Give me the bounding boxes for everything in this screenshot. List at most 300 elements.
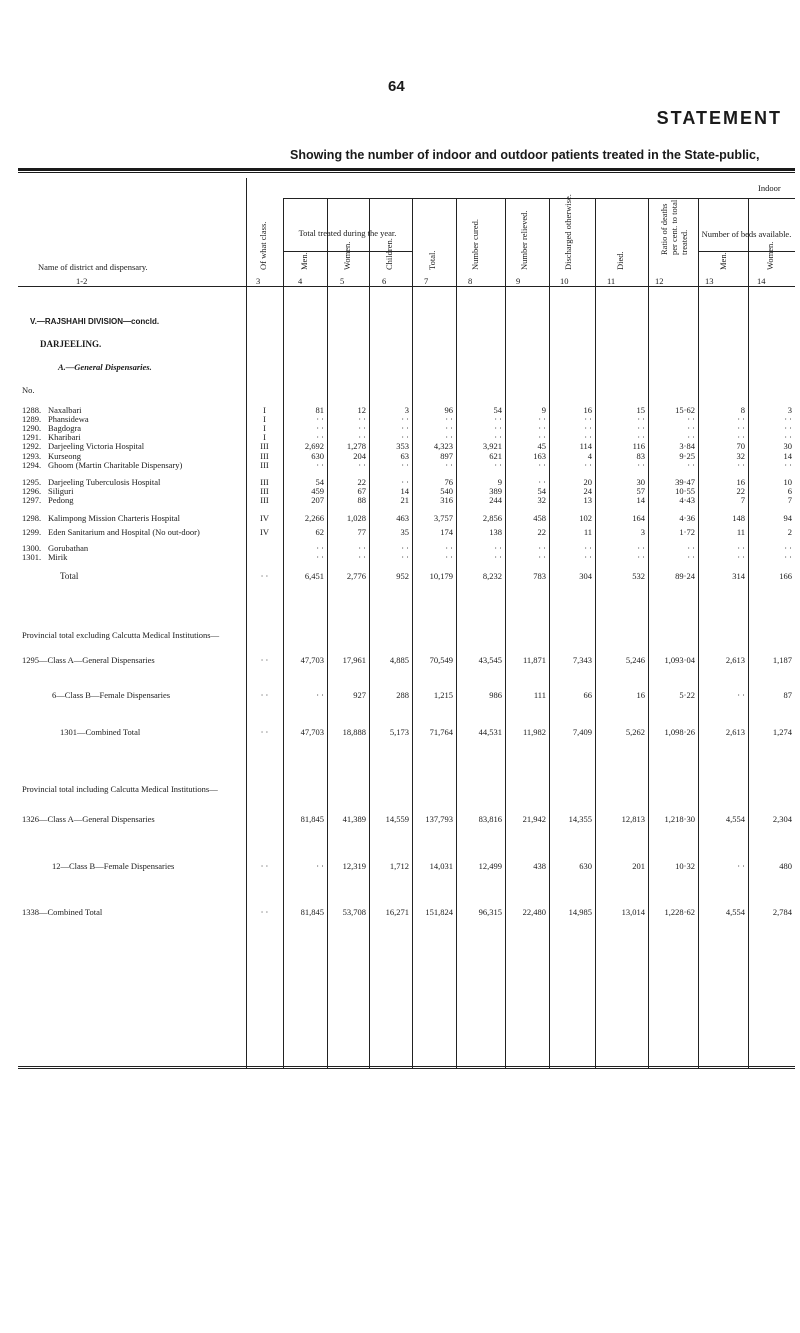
- table-row-cured: 138: [489, 527, 502, 537]
- grid-vline: [648, 198, 649, 1068]
- table-row-died: · ·: [637, 552, 645, 562]
- grid-vline: [698, 198, 699, 1068]
- table-row-men: 459: [311, 486, 324, 496]
- table-row-bmen: 8: [740, 405, 745, 415]
- table-row-discharged: · ·: [584, 460, 592, 470]
- provincial-incl-row-bmen: · ·: [737, 861, 745, 871]
- table-row-discharged: 13: [583, 495, 592, 505]
- table-row-bmen: · ·: [737, 543, 745, 553]
- table-row-women: 88: [357, 495, 366, 505]
- table-row-bwomen: 6: [787, 486, 792, 496]
- column-number: 6: [382, 276, 387, 286]
- dispensary-number: 1291.: [22, 432, 42, 442]
- table-row-total: · ·: [445, 552, 453, 562]
- table-row-children: · ·: [401, 432, 409, 442]
- discharged-column-header: Discharged otherwise.: [563, 194, 573, 270]
- provincial-excl-row-discharged: 66: [583, 690, 592, 700]
- table-row-cured: · ·: [494, 543, 502, 553]
- table-row-relieved: · ·: [538, 432, 546, 442]
- table-row-relieved: · ·: [538, 414, 546, 424]
- column-number: 10: [560, 276, 569, 286]
- table-row-bwomen: · ·: [784, 432, 792, 442]
- table-row-class: I: [263, 423, 266, 433]
- table-row-women: · ·: [358, 460, 366, 470]
- provincial-incl-row-bmen: 4,554: [725, 907, 745, 917]
- table-row-relieved: · ·: [538, 543, 546, 553]
- table-row-bwomen: · ·: [784, 414, 792, 424]
- total-row-cured: 8,232: [482, 571, 502, 581]
- provincial-excl-row-women: 18,888: [342, 727, 366, 737]
- column-number: 13: [705, 276, 714, 286]
- table-row-men: · ·: [316, 414, 324, 424]
- total-row-label: Total: [60, 571, 79, 581]
- dispensary-name: Gorubathan: [48, 543, 89, 553]
- grid-vline: [412, 198, 413, 1068]
- provincial-excl-row-relieved: 11,982: [522, 727, 546, 737]
- table-row-total: 174: [440, 527, 453, 537]
- dispensary-number: 1300.: [22, 543, 42, 553]
- table-row-women: · ·: [358, 543, 366, 553]
- table-row-cured: · ·: [494, 414, 502, 424]
- table-row-bmen: 70: [736, 441, 745, 451]
- table-row-discharged: · ·: [584, 423, 592, 433]
- grid-vline: [456, 198, 457, 1068]
- provincial-excl-row-men: 47,703: [300, 727, 324, 737]
- table-row-men: 62: [315, 527, 324, 537]
- subsection-heading: A.—General Dispensaries.: [58, 362, 152, 372]
- ratio-column-header: Ratio of deaths per cent. to total treated.: [659, 199, 689, 255]
- table-row-discharged: 4: [587, 451, 592, 461]
- grid-hline: [698, 251, 795, 252]
- table-row-died: 15: [636, 405, 645, 415]
- provincial-incl-row-men: 81,845: [300, 907, 324, 917]
- provincial-excl-row-bwomen: 87: [783, 690, 792, 700]
- provincial-incl-row-died: 12,813: [621, 814, 645, 824]
- indoor-label: Indoor: [758, 183, 781, 193]
- table-row-died: 14: [636, 495, 645, 505]
- table-row-children: · ·: [401, 414, 409, 424]
- table-row-women: 67: [357, 486, 366, 496]
- provincial-excl-row-children: 5,173: [389, 727, 409, 737]
- table-row-discharged: 11: [583, 527, 592, 537]
- grid-vline: [595, 198, 596, 1068]
- provincial-excl-row-relieved: 111: [533, 690, 546, 700]
- table-row-discharged: · ·: [584, 543, 592, 553]
- table-row-discharged: · ·: [584, 414, 592, 424]
- total-row-class: · ·: [260, 571, 269, 581]
- table-row-children: · ·: [401, 460, 409, 470]
- provincial-incl-row-cured: 83,816: [478, 814, 502, 824]
- table-row-bmen: · ·: [737, 414, 745, 424]
- table-row-died: 116: [632, 441, 645, 451]
- table-row-ratio: 1·72: [679, 527, 695, 537]
- men-column-header: Men.: [299, 252, 309, 270]
- beds-header: Number of beds available.: [701, 229, 792, 239]
- provincial-excl-row-ratio: 5·22: [679, 690, 695, 700]
- died-column-header: Died.: [615, 251, 625, 270]
- provincial-excl-row-died: 5,246: [625, 655, 645, 665]
- column-number: 3: [256, 276, 261, 286]
- table-row-bmen: · ·: [737, 423, 745, 433]
- table-row-women: 204: [353, 451, 366, 461]
- provincial-excl-row-discharged: 7,343: [572, 655, 592, 665]
- table-row-cured: 621: [489, 451, 502, 461]
- beds-women-column-header: Women.: [765, 241, 775, 270]
- table-row-total: 3,757: [433, 513, 453, 523]
- table-row-relieved: 32: [537, 495, 546, 505]
- table-row-women: 77: [357, 527, 366, 537]
- provincial-excl-row-discharged: 7,409: [572, 727, 592, 737]
- table-row-children: 63: [400, 451, 409, 461]
- provincial-incl-row-cured: 96,315: [478, 907, 502, 917]
- division-heading: V.—RAJSHAHI DIVISION—concld.: [30, 317, 160, 326]
- total-row-women: 2,776: [346, 571, 366, 581]
- table-row-bwomen: 3: [787, 405, 792, 415]
- provincial-incl-row-cured: 12,499: [478, 861, 502, 871]
- provincial-incl-row-bwomen: 2,304: [772, 814, 792, 824]
- provincial-incl-row-died: 13,014: [621, 907, 645, 917]
- dispensary-number: 1294.: [22, 460, 42, 470]
- grid-vline: [283, 198, 284, 1068]
- table-row-children: · ·: [401, 543, 409, 553]
- relieved-column-header: Number relieved.: [519, 210, 529, 270]
- provincial-excl-row-ratio: 1,093·04: [664, 655, 695, 665]
- table-row-bmen: · ·: [737, 432, 745, 442]
- column-number: 7: [424, 276, 429, 286]
- page-number: 64: [388, 78, 405, 95]
- provincial-incl-row-children: 14,559: [385, 814, 409, 824]
- dispensary-name: Mirik: [48, 552, 68, 562]
- table-row-children: 353: [396, 441, 409, 451]
- table-row-cured: 244: [489, 495, 502, 505]
- table-row-ratio: · ·: [687, 414, 695, 424]
- total-row-ratio: 89·24: [675, 571, 695, 581]
- table-row-class: I: [263, 405, 266, 415]
- provincial-row-label: 1295—Class A—General Dispensaries: [22, 655, 155, 665]
- table-row-relieved: · ·: [538, 460, 546, 470]
- table-row-women: · ·: [358, 414, 366, 424]
- table-row-relieved: 9: [541, 405, 546, 415]
- cured-column-header: Number cured.: [470, 219, 480, 270]
- provincial-excl-row-children: 288: [396, 690, 409, 700]
- provincial-incl-row-discharged: 630: [579, 861, 592, 871]
- table-row-class: I: [263, 414, 266, 424]
- children-column-header: Children.: [384, 238, 394, 270]
- total-row-bwomen: 166: [779, 571, 792, 581]
- provincial-excl-row-children: 4,885: [389, 655, 409, 665]
- table-row-died: 30: [636, 477, 645, 487]
- table-row-ratio: · ·: [687, 432, 695, 442]
- total-row-total: 10,179: [429, 571, 453, 581]
- table-row-bwomen: · ·: [784, 423, 792, 433]
- table-row-cured: 2,856: [482, 513, 502, 523]
- table-row-men: · ·: [316, 460, 324, 470]
- dispensary-number: 1298.: [22, 513, 42, 523]
- grid-vline: [369, 198, 370, 1068]
- table-row-bwomen: · ·: [784, 543, 792, 553]
- table-row-class: I: [263, 432, 266, 442]
- number-label: No.: [22, 385, 35, 395]
- table-row-died: 3: [640, 527, 645, 537]
- provincial-incl-row-women: 41,389: [342, 814, 366, 824]
- table-row-ratio: 9·25: [679, 451, 695, 461]
- provincial-excl-row-total: 1,215: [433, 690, 453, 700]
- table-row-total: · ·: [445, 460, 453, 470]
- table-row-children: · ·: [401, 477, 409, 487]
- table-row-bwomen: 7: [787, 495, 792, 505]
- table-row-bmen: 32: [736, 451, 745, 461]
- table-row-women: 1,028: [346, 513, 366, 523]
- column-number: 1-2: [76, 276, 88, 286]
- table-row-children: 21: [400, 495, 409, 505]
- table-row-women: · ·: [358, 423, 366, 433]
- table-row-bmen: 11: [736, 527, 745, 537]
- column-number: 8: [468, 276, 473, 286]
- table-row-total: 897: [440, 451, 453, 461]
- provincial-excl-row-class: · ·: [260, 655, 269, 665]
- column-number: 5: [340, 276, 345, 286]
- table-row-bmen: 16: [736, 477, 745, 487]
- class-column-header: Of what class.: [258, 221, 268, 270]
- provincial-row-label: 1326—Class A—General Dispensaries: [22, 814, 155, 824]
- grid-vline: [549, 198, 550, 1068]
- table-row-relieved: 163: [533, 451, 546, 461]
- provincial-incl-row-women: 12,319: [342, 861, 366, 871]
- table-row-cured: 54: [493, 405, 502, 415]
- provincial-incl-row-class: · ·: [260, 907, 269, 917]
- provincial-excl-row-total: 70,549: [429, 655, 453, 665]
- total-row-children: 952: [396, 571, 409, 581]
- provincial-incl-heading: Provincial total including Calcutta Medical Institutions—: [22, 784, 218, 794]
- provincial-incl-row-relieved: 22,480: [522, 907, 546, 917]
- provincial-incl-row-ratio: 1,228·62: [664, 907, 695, 917]
- table-row-ratio: · ·: [687, 543, 695, 553]
- column-number: 4: [298, 276, 303, 286]
- provincial-incl-row-total: 151,824: [425, 907, 453, 917]
- dispensary-name: Naxalbari: [48, 405, 82, 415]
- total-row-men: 6,451: [304, 571, 324, 581]
- table-row-total: · ·: [445, 543, 453, 553]
- table-row-died: · ·: [637, 414, 645, 424]
- total-row-discharged: 304: [579, 571, 592, 581]
- provincial-excl-row-men: · ·: [316, 690, 324, 700]
- table-row-cured: 3,921: [482, 441, 502, 451]
- grid-vline: [505, 198, 506, 1068]
- table-row-cured: 9: [497, 477, 502, 487]
- provincial-row-label: 6—Class B—Female Dispensaries: [52, 690, 171, 700]
- dispensary-number: 1290.: [22, 423, 42, 433]
- table-row-total: · ·: [445, 414, 453, 424]
- provincial-incl-row-total: 14,031: [429, 861, 453, 871]
- grid-hline: [18, 1066, 795, 1067]
- table-row-relieved: 45: [537, 441, 546, 451]
- table-row-women: 12: [357, 405, 366, 415]
- women-column-header: Women.: [342, 241, 352, 270]
- table-row-relieved: · ·: [538, 477, 546, 487]
- dispensary-number: 1288.: [22, 405, 42, 415]
- table-row-relieved: 458: [533, 513, 546, 523]
- dispensary-name: Bagdogra: [48, 423, 82, 433]
- page-subtitle: Showing the number of indoor and outdoor patients treated in the State-public,: [290, 148, 760, 162]
- table-row-ratio: · ·: [687, 460, 695, 470]
- table-row-died: · ·: [637, 460, 645, 470]
- table-row-men: 54: [315, 477, 324, 487]
- table-row-ratio: 39·47: [675, 477, 695, 487]
- provincial-excl-row-bmen: 2,613: [725, 727, 745, 737]
- table-row-bwomen: 94: [783, 513, 792, 523]
- dispensary-name: Kalimpong Mission Charteris Hospital: [48, 513, 180, 523]
- provincial-excl-row-total: 71,764: [429, 727, 453, 737]
- provincial-row-label: 1338—Combined Total: [22, 907, 103, 917]
- table-row-bwomen: · ·: [784, 552, 792, 562]
- table-row-discharged: 24: [583, 486, 592, 496]
- table-row-discharged: · ·: [584, 432, 592, 442]
- table-row-children: 463: [396, 513, 409, 523]
- provincial-incl-row-relieved: 438: [533, 861, 546, 871]
- table-row-ratio: 15·62: [675, 405, 695, 415]
- table-row-bwomen: 30: [783, 441, 792, 451]
- column-number: 14: [757, 276, 766, 286]
- table-row-children: 14: [400, 486, 409, 496]
- table-row-children: · ·: [401, 552, 409, 562]
- table-row-total: 96: [444, 405, 453, 415]
- column-number: 9: [516, 276, 521, 286]
- table-row-bwomen: 10: [783, 477, 792, 487]
- district-heading: DARJEELING.: [40, 339, 102, 349]
- table-row-ratio: 3·84: [679, 441, 695, 451]
- table-row-class: IV: [260, 513, 269, 523]
- table-row-cured: · ·: [494, 460, 502, 470]
- table-row-bmen: 7: [740, 495, 745, 505]
- provincial-incl-row-women: 53,708: [342, 907, 366, 917]
- table-row-died: 57: [636, 486, 645, 496]
- provincial-excl-row-died: 16: [636, 690, 645, 700]
- table-row-men: · ·: [316, 552, 324, 562]
- provincial-row-label: 12—Class B—Female Dispensaries: [52, 861, 175, 871]
- table-row-class: III: [260, 451, 269, 461]
- grid-vline: [748, 198, 749, 1068]
- table-row-ratio: · ·: [687, 423, 695, 433]
- table-row-women: · ·: [358, 552, 366, 562]
- table-row-children: 35: [400, 527, 409, 537]
- table-row-total: 540: [440, 486, 453, 496]
- table-row-ratio: 10·55: [675, 486, 695, 496]
- table-row-class: III: [260, 486, 269, 496]
- provincial-excl-row-bwomen: 1,274: [772, 727, 792, 737]
- provincial-incl-row-relieved: 21,942: [522, 814, 546, 824]
- table-row-cured: 389: [489, 486, 502, 496]
- provincial-incl-row-ratio: 10·32: [675, 861, 695, 871]
- table-row-cured: · ·: [494, 432, 502, 442]
- provincial-excl-row-ratio: 1,098·26: [664, 727, 695, 737]
- table-row-men: 81: [315, 405, 324, 415]
- page-title: STATEMENT: [656, 108, 782, 128]
- dispensary-name: Eden Sanitarium and Hospital (No out-door): [48, 527, 200, 537]
- provincial-incl-row-discharged: 14,985: [568, 907, 592, 917]
- table-row-cured: · ·: [494, 552, 502, 562]
- provincial-excl-row-bmen: 2,613: [725, 655, 745, 665]
- provincial-incl-row-bwomen: 480: [779, 861, 792, 871]
- table-row-discharged: 16: [583, 405, 592, 415]
- table-row-women: · ·: [358, 432, 366, 442]
- provincial-incl-row-men: · ·: [316, 861, 324, 871]
- table-row-children: · ·: [401, 423, 409, 433]
- dispensary-number: 1301.: [22, 552, 42, 562]
- table-row-died: 164: [632, 513, 645, 523]
- grid-vline: [246, 178, 247, 1068]
- table-row-bmen: · ·: [737, 552, 745, 562]
- grid-hline: [18, 286, 795, 287]
- grid-hline: [283, 198, 795, 199]
- table-row-ratio: · ·: [687, 552, 695, 562]
- table-row-cured: · ·: [494, 423, 502, 433]
- top-rule-thin: [18, 172, 795, 173]
- dispensary-number: 1299.: [22, 527, 42, 537]
- table-row-discharged: 114: [579, 441, 592, 451]
- provincial-excl-row-class: · ·: [260, 727, 269, 737]
- table-row-men: 2,692: [304, 441, 324, 451]
- provincial-excl-row-bwomen: 1,187: [772, 655, 792, 665]
- table-row-bwomen: 2: [787, 527, 792, 537]
- provincial-incl-row-ratio: 1,218·30: [664, 814, 695, 824]
- provincial-excl-row-women: 927: [353, 690, 366, 700]
- provincial-excl-row-women: 17,961: [342, 655, 366, 665]
- dispensary-number: 1295.: [22, 477, 42, 487]
- provincial-incl-row-died: 201: [632, 861, 645, 871]
- column-number: 11: [607, 276, 616, 286]
- table-row-women: 22: [357, 477, 366, 487]
- provincial-excl-row-cured: 43,545: [478, 655, 502, 665]
- provincial-excl-row-class: · ·: [260, 690, 269, 700]
- table-row-class: III: [260, 460, 269, 470]
- table-row-men: 630: [311, 451, 324, 461]
- table-row-relieved: · ·: [538, 552, 546, 562]
- table-row-bmen: · ·: [737, 460, 745, 470]
- provincial-incl-row-discharged: 14,355: [568, 814, 592, 824]
- provincial-incl-row-children: 1,712: [389, 861, 409, 871]
- table-row-died: · ·: [637, 423, 645, 433]
- table-row-men: 207: [311, 495, 324, 505]
- provincial-row-label: 1301—Combined Total: [60, 727, 141, 737]
- dispensary-name: Darjeeling Tuberculosis Hospital: [48, 477, 161, 487]
- name-column-header: Name of district and dispensary.: [38, 262, 148, 272]
- table-row-men: 2,266: [304, 513, 324, 523]
- provincial-excl-row-bmen: · ·: [737, 690, 745, 700]
- dispensary-name: Siliguri: [48, 486, 74, 496]
- total-row-relieved: 783: [533, 571, 546, 581]
- provincial-excl-heading: Provincial total excluding Calcutta Medical Institutions—: [22, 630, 220, 640]
- dispensary-number: 1296.: [22, 486, 42, 496]
- table-row-relieved: · ·: [538, 423, 546, 433]
- table-row-children: 3: [404, 405, 409, 415]
- dispensary-name: Kurseong: [48, 451, 82, 461]
- column-number: 12: [655, 276, 664, 286]
- table-row-discharged: 20: [583, 477, 592, 487]
- table-row-men: · ·: [316, 432, 324, 442]
- table-row-ratio: 4·36: [679, 513, 695, 523]
- table-row-total: 76: [444, 477, 453, 487]
- provincial-incl-row-bwomen: 2,784: [772, 907, 792, 917]
- table-row-relieved: 54: [537, 486, 546, 496]
- table-row-discharged: 102: [579, 513, 592, 523]
- table-row-men: · ·: [316, 543, 324, 553]
- table-row-bmen: 22: [736, 486, 745, 496]
- table-row-bwomen: · ·: [784, 460, 792, 470]
- beds-men-column-header: Men.: [718, 252, 728, 270]
- table-row-class: IV: [260, 527, 269, 537]
- total-column-header: Total.: [427, 250, 437, 270]
- dispensary-number: 1289.: [22, 414, 42, 424]
